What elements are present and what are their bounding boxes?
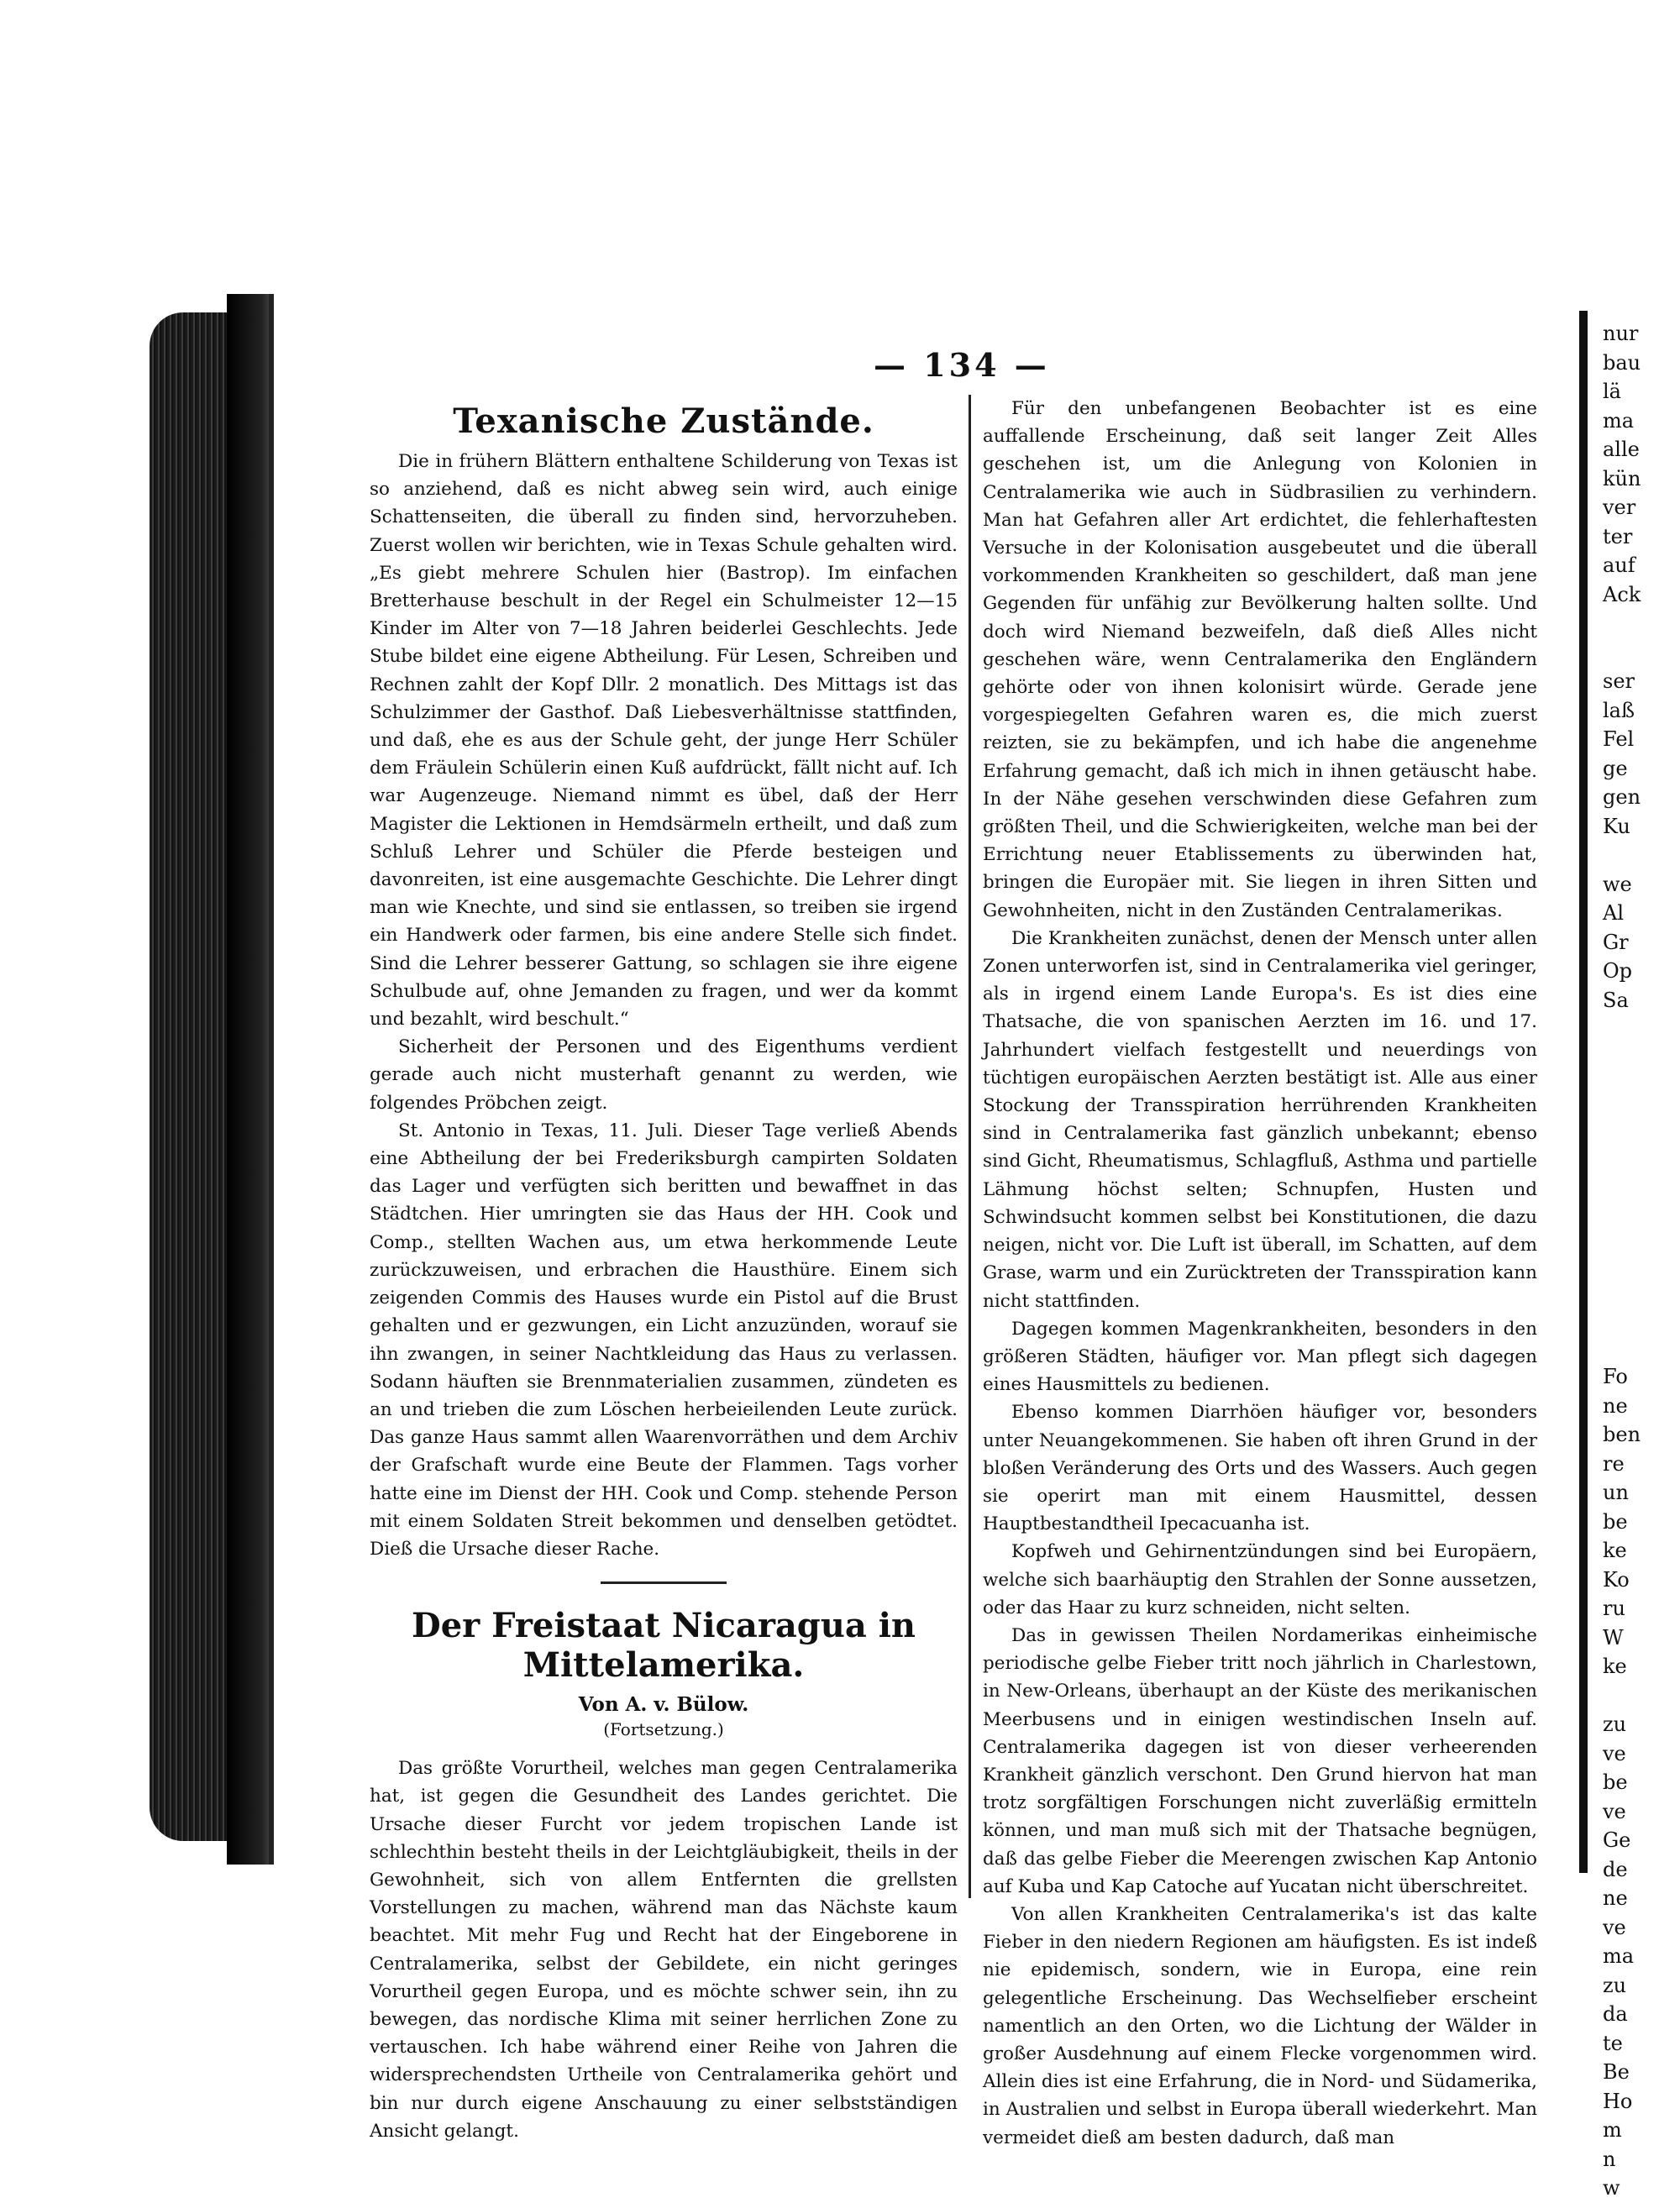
facing-page-line-fragment: be (1603, 1770, 1628, 1794)
facing-page-line-fragment (1588, 1246, 1680, 1276)
facing-page-line-fragment (1588, 1130, 1680, 1160)
facing-page-line-fragment: ve (1603, 1915, 1626, 1939)
facing-page-line-fragment: Op (1603, 959, 1633, 983)
facing-page-line-fragment (1588, 1015, 1680, 1044)
facing-page-line-fragment (1588, 1681, 1680, 1711)
facing-page-line-fragment: w (1603, 2176, 1620, 2200)
facing-page-line-fragment: ma (1603, 1944, 1635, 1968)
facing-page-line-fragment: zu (1603, 1973, 1627, 1997)
facing-page-line-fragment: de (1603, 1857, 1628, 1881)
facing-page-line-fragment: ser (1603, 669, 1635, 693)
facing-page-line-fragment (1588, 1188, 1680, 1218)
facing-page-line-fragment (1588, 1276, 1680, 1305)
facing-page-line-fragment: Fel (1603, 727, 1635, 751)
facing-page-line-fragment: laß (1603, 698, 1635, 722)
facing-page-line-fragment: Gr (1603, 930, 1629, 954)
facing-page-line-fragment: n (1603, 2147, 1616, 2171)
facing-page-line-fragment: ke (1603, 1655, 1627, 1678)
facing-page-line-fragment: alle (1603, 438, 1640, 461)
facing-page-line-fragment: Ack (1603, 582, 1641, 606)
facing-page-line-fragment (1588, 841, 1680, 870)
page-number: — 134 — (874, 346, 1050, 384)
facing-page-line-fragment (1588, 1304, 1680, 1334)
facing-page-line-fragment: da (1603, 2002, 1628, 2026)
facing-page-line-fragment: Ko (1603, 1567, 1630, 1592)
facing-page-line-fragment: kün (1603, 466, 1641, 490)
facing-page-line-fragment: te (1603, 2031, 1623, 2055)
facing-page-line-fragment: Ge (1603, 1828, 1631, 1852)
paragraph: Kopfweh und Gehirnentzündungen sind bei Europäern, welche sich baarhäuptig den Strahlen der Sonne aussetzen, oder das Haar zu kurz schneiden, nicht selten. (983, 1541, 1537, 1618)
facing-page-line-fragment: ma (1603, 408, 1635, 433)
paragraph: Das größte Vorurtheil, welches man gegen Centralamerika hat, ist gegen die Gesundheit des Landes gerichtet. Die Ursache dieser Furcht vor jedem tropischen Lande ist schlechthin besteht theils in der Leichtgläubigkeit, theils in der Gewohnheit, sich von allem Entfernten die grellsten Vorstellungen zu machen, während man das Nächste kaum beachtet. Mit mehr Fug und Recht hat der Eingeborene in Centralamerika, selbst der Gebildete, ein nicht geringes Vorurtheil gegen Europa, und es möchte schwer sein, ihn zu bewegen, das nordische Klima mit seiner herrlichen Zone zu vertauschen. Ich habe während einer Reihe von Jahren die widersprechendsten Urtheile von Centralamerika gehört und bin nur durch eigene Anschauung zu einer selbstständigen Ansicht gelangt. (370, 1758, 958, 2142)
article-title-texas: Texanische Zustände. (453, 401, 874, 441)
facing-page-line-fragment (1588, 1044, 1680, 1073)
facing-page-line-fragment (1588, 1102, 1680, 1131)
paragraph: Ebenso kommen Diarrhöen häufiger vor, besonders unter Neuangekommenen. Sie haben oft ihren Grund in der bloßen Veränderung des Orts und des Wassers. Auch gegen sie operirt man mit einem Hausmittel, dessen Hauptbestandtheil Ipecacuanha ist. (983, 1402, 1537, 1535)
paragraph: Dagegen kommen Magenkrankheiten, besonders in den größeren Städten, häufiger vor. Man pflegt sich dagegen eines Hausmittels zu bedienen. (983, 1318, 1537, 1396)
facing-page-line-fragment: ne (1603, 1886, 1628, 1910)
facing-page-line-fragment: nur (1603, 322, 1639, 345)
column-divider (969, 395, 971, 1898)
facing-page-line-fragment: lä (1603, 380, 1621, 403)
facing-page-line-fragment: ter (1603, 524, 1633, 548)
facing-page-line-fragment: be (1603, 1509, 1628, 1534)
article-separator (601, 1581, 727, 1584)
facing-page-line-fragment: Ku (1603, 814, 1630, 838)
facing-page-line-fragment: we (1603, 872, 1632, 896)
right-column (983, 395, 1537, 2152)
facing-page-line-fragment: Sa (1603, 988, 1629, 1012)
facing-page-line-fragment: ge (1603, 756, 1628, 780)
left-column (370, 395, 958, 2145)
facing-page-line-fragment: Fo (1603, 1365, 1628, 1388)
article-byline: Von A. v. Bülow. (578, 1693, 749, 1717)
facing-page-line-fragment: ve (1603, 1741, 1626, 1765)
facing-page-line-fragment: W (1603, 1625, 1624, 1650)
facing-page-line-fragment: Ho (1603, 2089, 1633, 2113)
facing-page-line-fragment (1588, 1218, 1680, 1247)
facing-page-line-fragment: bau (1603, 350, 1641, 375)
paragraph: Die in frühern Blättern enthaltene Schilderung von Texas ist so anziehend, daß es nicht abweg sein wird, auch einige Schattenseiten, die überall zu finden sind, hervorzuheben. Zuerst wollen wir berichten, wie in Texas Schule gehalten wird. „Es giebt mehrere Schulen hier (Bastrop). Im einfachen Bretterhause beschult in der Regel ein Schulmeister 12—15 Kinder im Alter von 7—18 Jahren beiderlei Geschlechts. Jede Stube bildet eine eigene Abtheilung. Für Lesen, Schreiben und Rechnen zahlt der Kopf Dllr. 2 monatlich. Des Mittags ist das Schulzimmer der Gasthof. Daß Liebesverhältnisse stattfinden, und daß, ehe es aus der Schule geht, der junge Herr Schüler dem Fräulein Schülerin einen Kuß aufdrückt, fällt nicht auf. Ich war Augenzeuge. Niemand nimmt es übel, daß der Herr Magister die Lektionen in Hemdsärmeln ertheilt, und daß zum Schluß Lehrer und Schüler die Pferde besteigen und davonreiten, ist eine ausgemachte Geschichte. Die Lehrer dingt man wie Knechte, und sind sie entlassen, so treiben sie irgend ein Handwerk oder farmen, bis eine andere Stelle sich findet. Sind die Lehrer besserer Gattung, so schlagen sie ihre eigene Schulbude auf, ohne Jemanden zu fragen, und wer da kommt und bezahlt, wird beschult.“ (370, 451, 958, 1031)
facing-page-line-fragment (1588, 609, 1680, 638)
paragraph: Von allen Krankheiten Centralamerika's ist das kalte Fieber in den niedern Regionen am häufigsten. Es ist indeß nie epidemisch, sondern, wie in Europa, eine rein gelegentliche Erscheinung. Das Wechselfieber erscheint namentlich an den Orten, wo die Lichtung der Wälder in großer Ausdehnung auf einem Flecke vorgenommen wird. Allein dies ist eine Erfahrung, die in Nord- und Südamerika, in Australien und selbst in Europa überall wiederkehrt. Man vermeidet dieß am besten dadurch, daß man (983, 1903, 1537, 2148)
facing-page-line-fragment (1588, 1334, 1680, 1363)
facing-page-line-fragment: Al (1603, 901, 1625, 925)
facing-page-fragment (1588, 319, 1680, 2200)
paragraph: Das in gewissen Theilen Nordamerikas einheimische periodische gelbe Fieber tritt noch jährlich in Charlestown, in New-Orleans, überhaupt an der Küste des merikanischen Meerbusens und in einigen westindischen Inseln auf. Centralamerika dagegen ist von dieser verheerenden Krankheit gänzlich verschont. Den Grund hiervon hat man trotz sorgfältigen Forschungen nicht zuverläßig ermitteln können, und man muß sich mit der Thatsache begnügen, daß das gelbe Fieber die Meerengen zwischen Kap Antonio auf Kuba und Kap Catoche auf Yucatan nicht überschreitet. (983, 1624, 1537, 1897)
article-body-texas (370, 448, 958, 1563)
facing-page-line-fragment: ru (1603, 1597, 1625, 1620)
facing-page-line-fragment (1588, 1073, 1680, 1102)
paragraph: St. Antonio in Texas, 11. Juli. Dieser Tage verließ Abends eine Abtheilung der bei Frederiksburgh campirten Soldaten das Lager und verfügten sich beritten und bewaffnet in das Städtchen. Hier umringten sie das Haus der HH. Cook und Comp., stellten Wachen aus, um etwa herkommende Leute zurückzuweisen, und erbrachen die Hausthüre. Einem sich zeigenden Commis des Hauses wurde ein Pistol auf die Brust gehalten und er gezwungen, ein Licht anzuzünden, worauf sie ihn zwangen, in seiner Nachtkleidung das Haus zu verlassen. Sodann häuften sie Brennmaterialien zusammen, zündeten es an und trieben die zum Löschen herbeieilenden Leute zurück. Das ganze Haus sammt allen Waarenvorräthen und dem Archiv der Grafschaft wurde eine Beute der Flammen. Tags vorher hatte eine im Dienst der HH. Cook und Comp. stehende Person mit einem Soldaten Streit bekommen und denselben getödtet. Dieß die Ursache dieser Rache. (370, 1120, 958, 1560)
facing-page-line-fragment: ben (1603, 1423, 1641, 1446)
article-body-nicaragua-right (983, 395, 1537, 2152)
facing-page-line-fragment: re (1603, 1451, 1625, 1476)
facing-page-line-fragment: ke (1603, 1539, 1627, 1562)
continuation-note: (Fortsetzung.) (603, 1719, 724, 1740)
facing-page-line-fragment: gen (1603, 785, 1641, 809)
facing-page-line-fragment: ve (1603, 1799, 1626, 1823)
article-title-nicaragua: Der Freistaat Nicaragua in Mittelamerika. (412, 1606, 916, 1686)
facing-page-line-fragment: ne (1603, 1393, 1628, 1418)
paragraph: Sicherheit der Personen und des Eigenthums verdient gerade auch nicht musterhaft genannt zu werden, wie folgendes Pröbchen zeigt. (370, 1036, 958, 1114)
facing-page-line-fragment: Be (1603, 2060, 1630, 2084)
facing-page-edge (1579, 311, 1588, 1873)
paragraph: Für den unbefangenen Beobachter ist es eine auffallende Erscheinung, daß seit langer Zeit Alles geschehen ist, um die Anlegung von Kolonien in Centralamerika wie auch in Südbrasilien zu verhindern. Man hat Gefahren aller Art erdichtet, die fehlerhaftesten Versuche in der Kolonisation ausgebeutet und die überall vorkommenden Krankheiten so geschildert, daß man jene Gegenden für unfähig zur Bevölkerung halten sollte. Und doch wird Niemand bezweifeln, daß dieß Alles nicht geschehen wäre, wenn Centralamerika den Engländern gehörte oder von ihnen kolonisirt würde. Gerade jene vorgespiegelten Gefahren waren es, die mich zuerst reizten, sie zu bekämpfen, und ich habe die angenehme Erfahrung gemacht, daß ich mich in ihnen getäuscht habe. In der Nähe gesehen verschwinden diese Gefahren zum größten Theil, und die Schwierigkeiten, welche man bei der Errichtung neuer Etablissements zu überwinden hat, bringen die Europäer mit. Sie liegen in ihren Sitten und Gewohnheiten, nicht in den Zuständen Centralamerikas. (983, 398, 1537, 921)
facing-page-line-fragment (1588, 638, 1680, 668)
facing-page-line-fragment: un (1603, 1481, 1629, 1504)
facing-page-line-fragment (1588, 1160, 1680, 1189)
facing-page-line-fragment: ver (1603, 496, 1636, 519)
article-body-nicaragua-left (370, 1755, 958, 2145)
facing-page-line-fragment: auf (1603, 553, 1635, 577)
facing-page-line-fragment: m (1603, 2118, 1622, 2142)
paragraph: Die Krankheiten zunächst, denen der Mensch unter allen Zonen unterworfen ist, sind in Centralamerika viel geringer, als in irgend einem Lande Europa's. Es ist dies eine Thatsache, die von spanischen Aerzten im 16. und 17. Jahrhundert vielfach festgestellt und neuerdings von tüchtigen europäischen Aerzten bestätigt ist. Alle aus einer Stockung der Transspiration herrührenden Krankheiten sind in Centralamerika fast gänzlich unbekannt; ebenso sind Gicht, Rheumatismus, Schlagfluß, Asthma und partielle Lähmung höchst selten; Schnupfen, Husten und Schwindsucht kommen selbst bei Konstitutionen, die dazu neigen, nicht vor. Die Luft ist überall, im Schatten, auf dem Grase, warm und ein Zurücktreten der Transspiration kann nicht stattfinden. (983, 927, 1537, 1312)
facing-page-line-fragment: zu (1603, 1713, 1627, 1736)
